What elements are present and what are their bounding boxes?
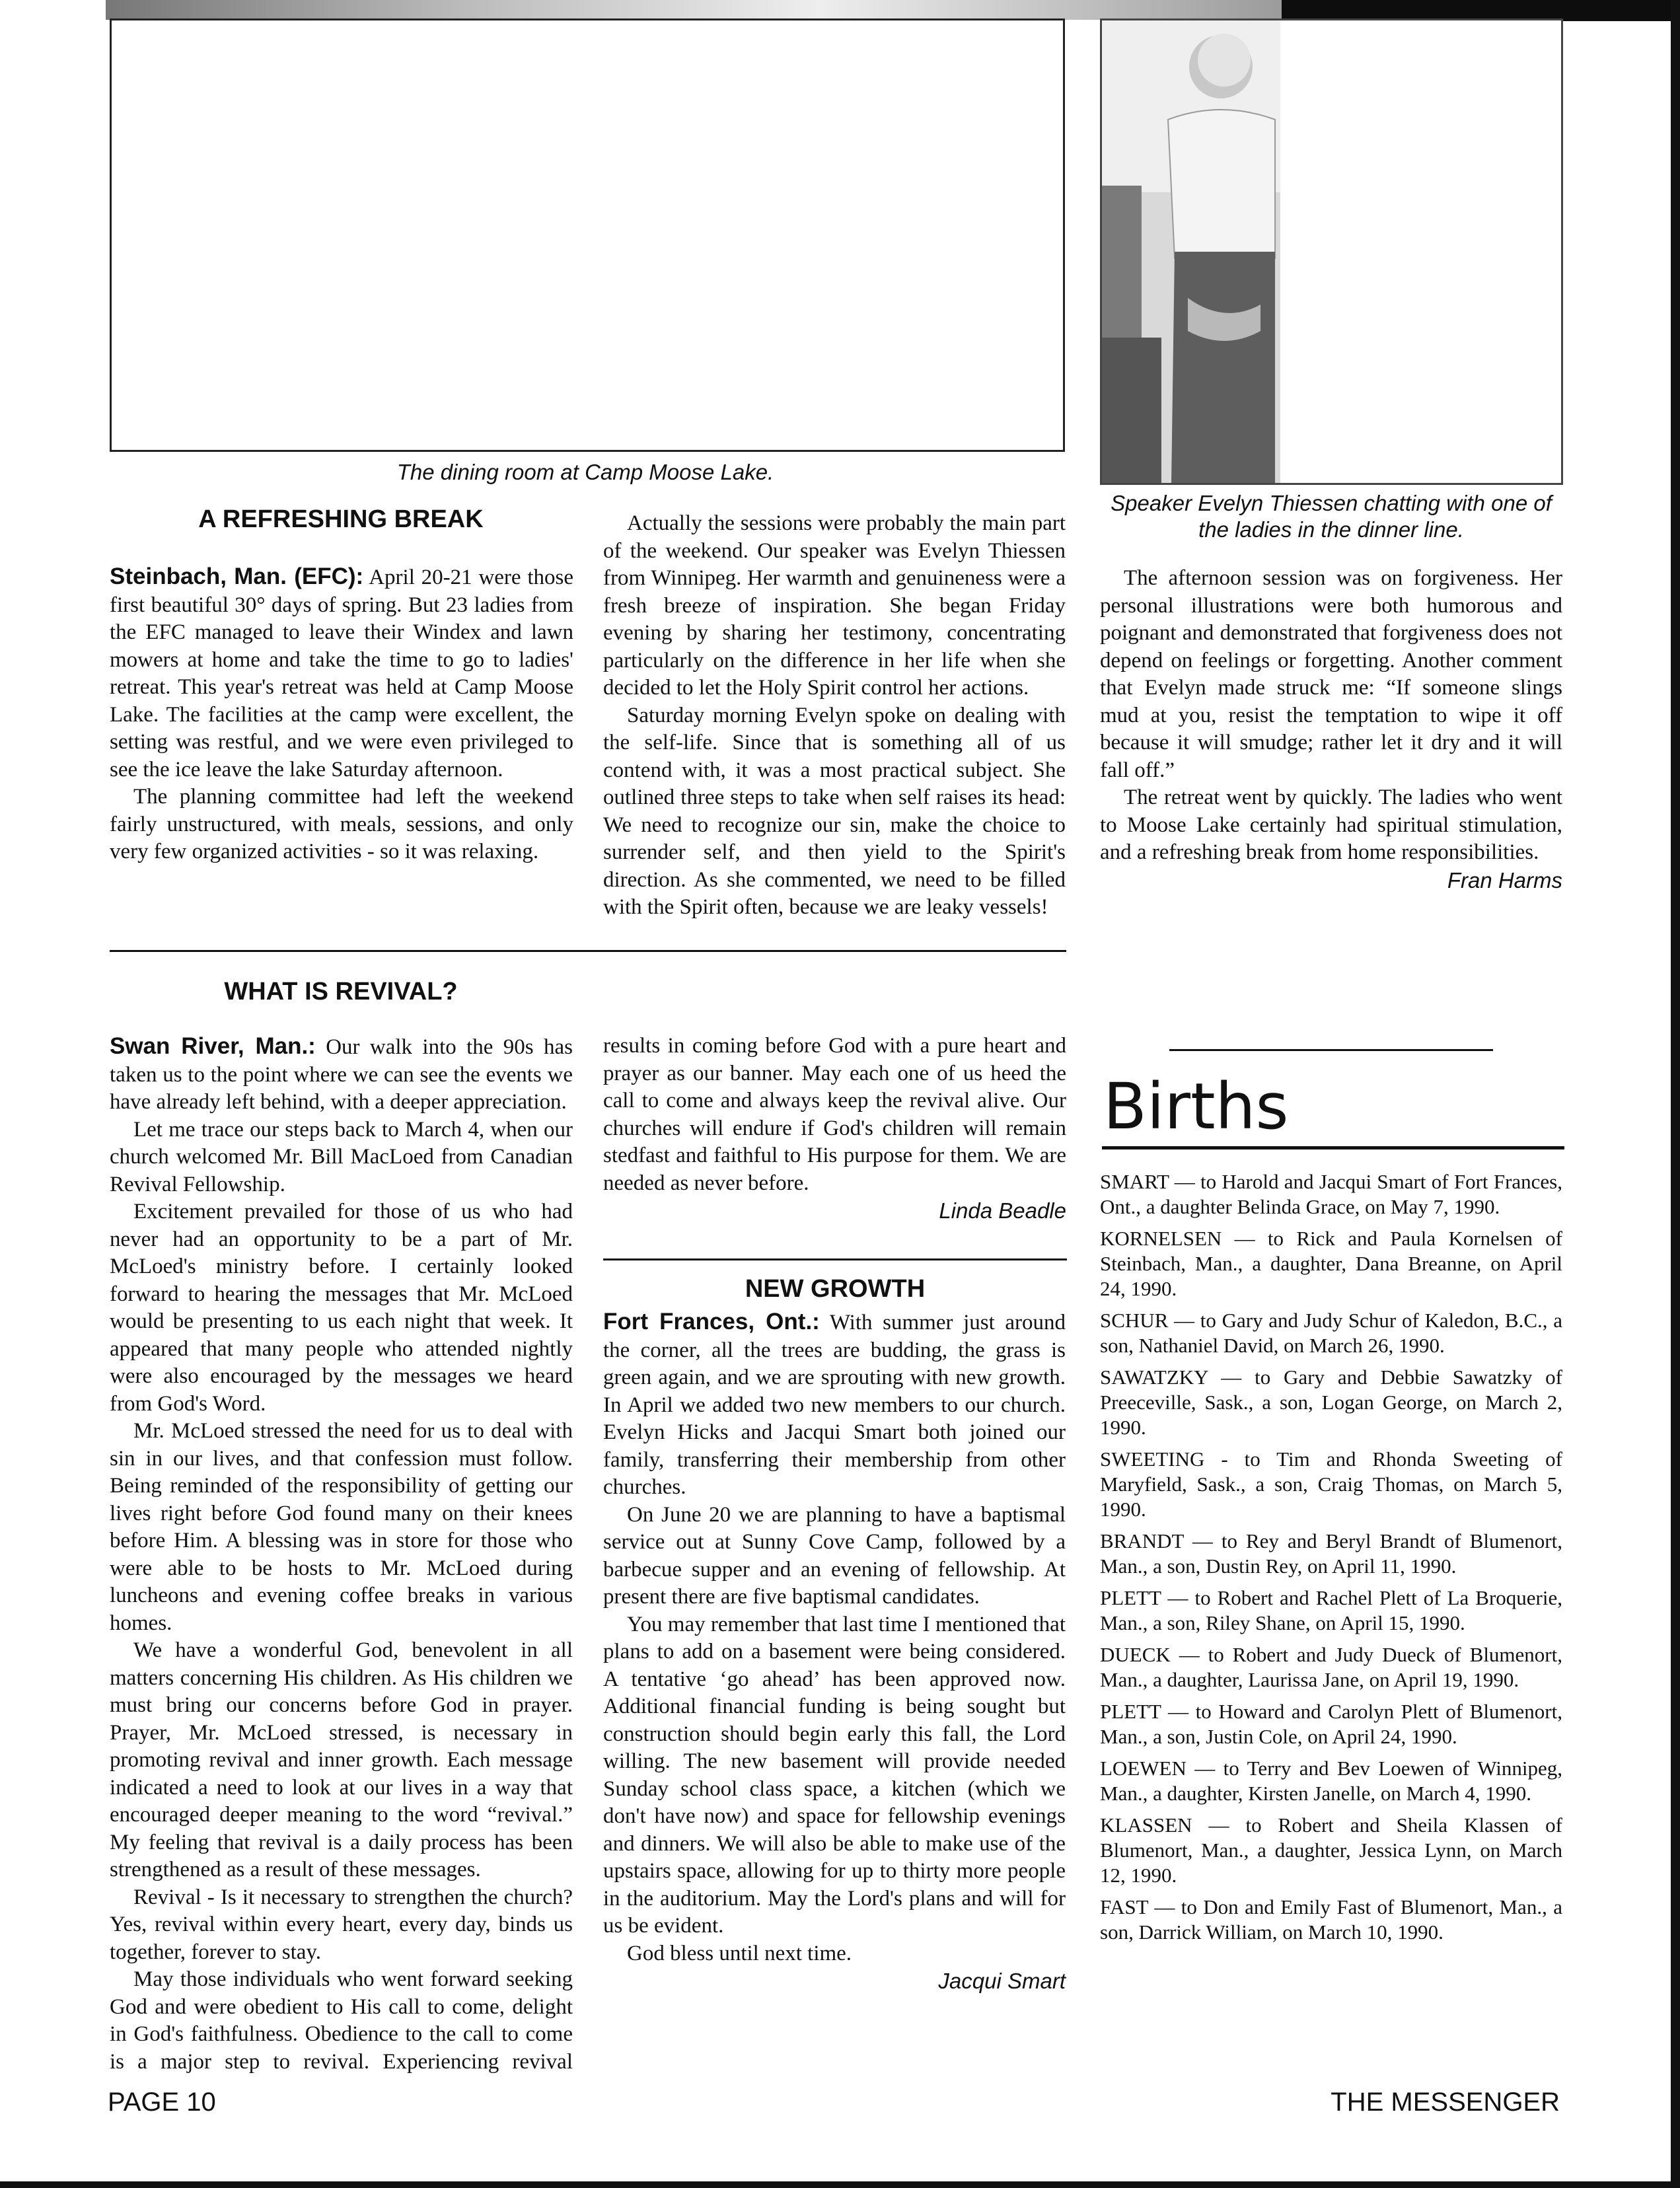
article-paragraph: Saturday morning Evelyn spoke on dealing with the self-life. Since that is something all of us contend with, it was a most practical subject. She outlined three steps to take when self raises its head: We need to recognize our sin, make the choice to surrender self, and then yield to the Spirit's direction. As she commented, we need to be filled with the Spirit often, because we are leaky vessels! <box>603 703 1066 919</box>
article-paragraph: God bless until next time. <box>627 1941 852 1965</box>
births-title-rule <box>1102 1146 1564 1149</box>
birth-entry: LOEWEN — to Terry and Bev Loewen of Winnipeg, Man., a daughter, Kirsten Janelle, on March 4, 1990. <box>1100 1757 1562 1805</box>
birth-entry: PLETT — to Robert and Rachel Plett of La Broquerie, Man., a son, Riley Shane, on April 15, 1990. <box>1100 1586 1562 1634</box>
scan-edge-bottom <box>0 2181 1680 2188</box>
article-divider <box>110 950 1066 952</box>
article-paragraph: The planning committee had left the weekend fairly unstructured, with meals, sessions, and only very few organized activities - so it was relaxing. <box>110 785 573 863</box>
birth-entry: SCHUR — to Gary and Judy Schur of Kaledon, B.C., a son, Nathaniel David, on March 26, 1990. <box>1100 1309 1562 1357</box>
article-paragraph: On June 20 we are planning to have a baptismal service out at Sunny Cove Camp, followed by a barbecue supper and an evening of fellowship. At present there are five baptismal candidates. <box>603 1502 1066 1609</box>
birth-entry: SMART — to Harold and Jacqui Smart of Fort Frances, Ont., a daughter Belinda Grace, on May 7, 1990. <box>1100 1170 1562 1218</box>
article-title-what-is-revival: WHAT IS REVIVAL? <box>224 978 458 1005</box>
article-paragraph: The retreat went by quickly. The ladies who went to Moose Lake certainly had spiritual stimulation, and a refreshing break from home responsibilities. <box>1100 785 1562 864</box>
byline: Linda Beadle <box>939 1198 1066 1223</box>
speaker-figure-image <box>1102 20 1280 483</box>
birth-entry: BRANDT — to Rey and Beryl Brandt of Blumenort, Man., a son, Dustin Rey, on April 11, 1990. <box>1100 1529 1562 1578</box>
dining-photo-caption: The dining room at Camp Moose Lake. <box>396 460 774 484</box>
births-top-rule <box>1169 1049 1493 1051</box>
article-title-new-growth: NEW GROWTH <box>745 1275 926 1303</box>
births-list <box>1100 1169 1562 1951</box>
birth-entry: FAST — to Don and Emily Fast of Blumenort, Man., a son, Darrick William, on March 10, 1990. <box>1100 1895 1562 1944</box>
article-paragraph: May those individuals who went forward seeking God and were obedient to His call to come, delight in God's faithfulness. Obedience to the call to come is a major step to revival. Experiencing revival results in coming before God with a pure heart and prayer as our banner. May each one of us heed the call to come and always keep the revival alive. Our churches will endure if God's children will remain stedfast and faithful to His purpose for them. We are needed as never before. <box>110 1034 1066 2074</box>
article-paragraph: Mr. McLoed stressed the need for us to deal with sin in our lives, and that confession must follow. Being reminded of the responsibility of getting our lives right before God found many on their knees before Him. A blessing was in store for those who were able to be hosts to Mr. McLoed during luncheons and evening coffee breaks in various homes. <box>110 1419 573 1635</box>
birth-entry: SAWATZKY — to Gary and Debbie Sawatzky of Preeceville, Sask., a son, Logan George, on March 2, 1990. <box>1100 1366 1562 1439</box>
article-new-growth-body <box>603 1308 1066 1995</box>
article-paragraph: Excitement prevailed for those of us who had never had an opportunity to be a part of Mr. McLoed's ministry before. I certainly looked forward to hearing the messages that Mr. McLoed would be presenting to us each night that week. It appeared that many people who attended nightly were also encouraged by the messages we heard from God's Word. <box>110 1200 573 1416</box>
dateline: Swan River, Man.: <box>110 1033 316 1059</box>
article-title-refreshing-break: A REFRESHING BREAK <box>198 505 484 533</box>
article-refreshing-break-col3 <box>1100 565 1562 894</box>
birth-entry: SWEETING - to Tim and Rhonda Sweeting of Maryfield, Sask., a son, Craig Thomas, on March 5, 1990. <box>1100 1447 1562 1521</box>
byline: Fran Harms <box>1447 867 1562 893</box>
article-paragraph: The afternoon session was on forgiveness. Her personal illustrations were both humorous and poignant and demonstrated that forgiveness does not depend on feelings or forgetting. Another comment that Evelyn made struck me: “If someone slings mud at you, resist the temptation to wipe it off because it will smudge; rather let it dry and it will fall off.” <box>1100 566 1562 782</box>
article-divider <box>603 1258 1067 1260</box>
page-number: PAGE 10 <box>108 2088 216 2117</box>
birth-entry: PLETT — to Howard and Carolyn Plett of Blumenort, Man., a son, Justin Cole, on April 24, 1990. <box>1100 1700 1562 1748</box>
birth-entry: KLASSEN — to Robert and Sheila Klassen of Blumenort, Man., a daughter, Jessica Lynn, on March 12, 1990. <box>1100 1813 1562 1887</box>
article-paragraph: Steinbach, Man. (EFC): April 20-21 were those first beautiful 30° days of spring. But 23 ladies from the EFC managed to leave their Windex and lawn mowers at home and take the time to go to ladies' retreat. This year's retreat was held at Camp Moose Lake. The facilities at the camp were excellent, the setting was restful, and we were even privileged to see the ice leave the lake Saturday afternoon. <box>110 564 574 782</box>
scan-edge-right <box>1671 0 1680 2188</box>
dateline: Fort Frances, Ont.: <box>603 1309 820 1334</box>
dining-room-photo <box>110 18 1065 452</box>
births-title: Births <box>1103 1070 1289 1144</box>
article-paragraph: We have a wonderful God, benevolent in all matters concerning His children. As His children we must bring our concerns before God in prayer. Prayer, Mr. McLoed stressed, is necessary in promoting revival and inner growth. Each message indicated a need to look at our lives in a way that encouraged deeper meaning to the word “revival.” My feeling that revival is a daily process has been strengthened as a result of these messages. <box>110 1638 573 1881</box>
speaker-photo <box>1100 18 1563 485</box>
speaker-photo-caption: Speaker Evelyn Thiessen chatting with one of the ladies in the dinner line. <box>1111 491 1552 542</box>
article-paragraph: Let me trace our steps back to March 4, when our church welcomed Mr. Bill MacLoed from Canadian Revival Fellowship. <box>110 1117 573 1196</box>
dateline: Steinbach, Man. (EFC): <box>110 564 364 589</box>
birth-entry: KORNELSEN — to Rick and Paula Kornelsen of Steinbach, Man., a daughter, Dana Breanne, on April 24, 1990. <box>1100 1227 1562 1300</box>
article-paragraph: Revival - Is it necessary to strengthen the church? Yes, revival within every heart, every day, binds us together, forever to stay. <box>110 1885 573 1964</box>
article-paragraph: You may remember that last time I mentioned that plans to add on a basement were being considered. A tentative ‘go ahead’ has been approved now. Additional financial funding is being sought but construction should begin early this fall, the Lord willing. The new basement will provide needed Sunday school class space, a kitchen (which we don't have now) and space for fellowship evenings and dinners. We will also be able to make use of the upstairs space, allowing for up to thirty more people in the auditorium. May the Lord's plans and will for us be evident. <box>603 1612 1066 1938</box>
byline: Jacqui Smart <box>938 1969 1066 1993</box>
scan-edge-top <box>106 0 1295 20</box>
article-paragraph: Fort Frances, Ont.: With summer just around the corner, all the trees are budding, the grass is green again, and we are sprouting with new growth. In April we added two new members to our church. Evelyn Hicks and Jacqui Smart both joined our family, transferring their membership from other churches. <box>603 1309 1066 1499</box>
publication-name: THE MESSENGER <box>1331 2088 1560 2117</box>
article-paragraph: Actually the sessions were probably the main part of the weekend. Our speaker was Evelyn Thiessen from Winnipeg. Her warmth and genuineness were a fresh breeze of inspiration. She began Friday evening by sharing her testimony, concentrating particularly on the difference in her life when she decided to let the Holy Spirit control her actions. <box>603 511 1066 700</box>
article-refreshing-break-col2 <box>603 510 1066 922</box>
birth-entry: DUECK — to Robert and Judy Dueck of Blumenort, Man., a daughter, Laurissa Jane, on April 19, 1990. <box>1100 1643 1562 1691</box>
article-paragraph: Swan River, Man.: Our walk into the 90s has taken us to the point where we can see the events we have already left behind, with a deeper appreciation. <box>110 1033 573 1114</box>
article-refreshing-break-col1 <box>110 563 573 866</box>
